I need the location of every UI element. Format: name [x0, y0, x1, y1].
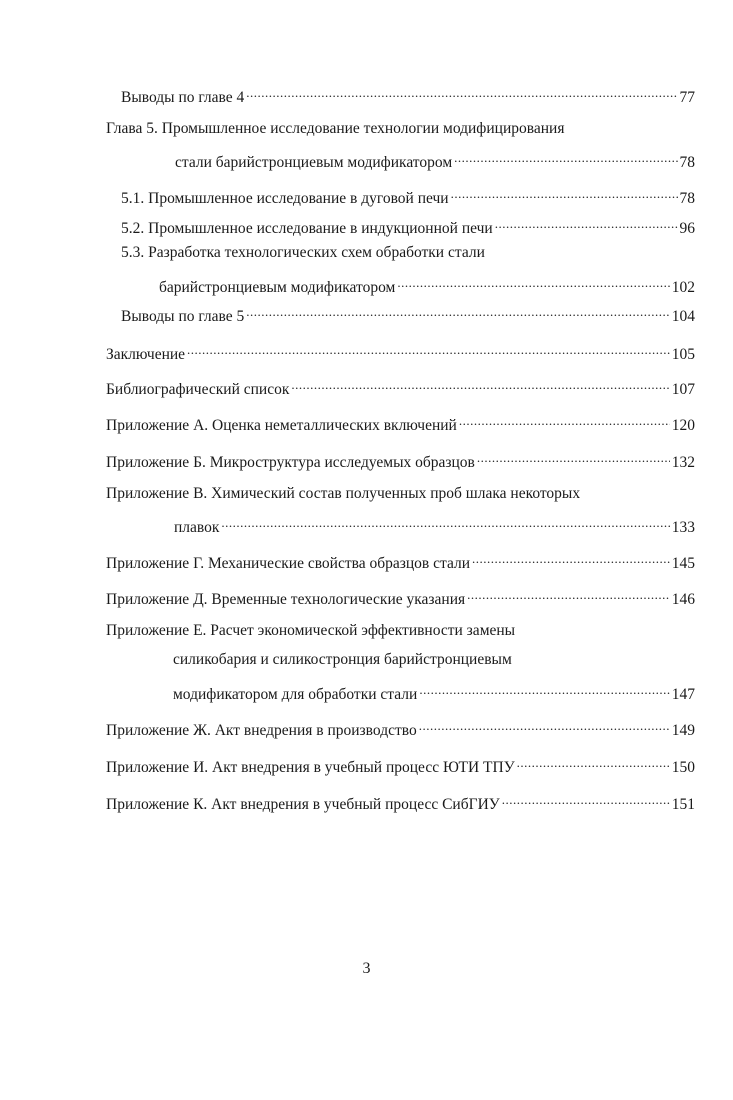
- toc-entry-5-3[interactable]: [159, 272, 695, 298]
- toc-entry-label: барийстронциевым модификатором: [159, 279, 396, 296]
- toc-entry-label: стали барийстронциевым модификатором: [175, 154, 453, 171]
- toc-entry-appendix-e-line1[interactable]: Приложение Е. Расчет экономической эффективности замены: [106, 622, 516, 639]
- toc-entry-label: Приложение Б. Микроструктура исследуемых образцов: [106, 454, 475, 471]
- dot-leader: [291, 374, 669, 394]
- toc-entry-appendix-e[interactable]: [173, 679, 695, 705]
- dot-leader: [472, 548, 670, 568]
- page-number: 3: [362, 960, 371, 977]
- dot-leader: [454, 147, 677, 167]
- toc-entry-label: Приложение К. Акт внедрения в учебный процесс СибГИУ: [106, 796, 500, 813]
- dot-leader: [451, 183, 678, 203]
- toc-entry-conclusions-ch4[interactable]: [121, 82, 695, 108]
- dot-leader: [495, 213, 678, 233]
- toc-entry-5-2[interactable]: [121, 213, 695, 239]
- toc-entry-5-3-line1[interactable]: 5.3. Разработка технологических схем обработки стали: [121, 244, 485, 261]
- toc-entry-label: плавок: [174, 519, 220, 536]
- toc-page-number: 146: [671, 591, 695, 608]
- toc-page-number: 78: [679, 190, 695, 207]
- dot-leader: [502, 789, 670, 809]
- toc-entry-appendix-a[interactable]: [106, 410, 695, 436]
- toc-entry-label: Заключение: [106, 346, 186, 363]
- toc-entry-label: Приложение Г. Механические свойства образцов стали: [106, 555, 470, 572]
- toc-page-number: 149: [671, 722, 695, 739]
- toc-entry-appendix-v-line1[interactable]: Приложение В. Химический состав полученных проб шлака некоторых: [106, 485, 581, 502]
- toc-page-number: 104: [671, 308, 695, 325]
- dot-leader: [246, 301, 669, 321]
- toc-entry-label: 5.1. Промышленное исследование в дуговой печи: [121, 190, 449, 207]
- toc-page-number: 78: [679, 154, 695, 171]
- toc-entry-label: Выводы по главе 4: [121, 89, 245, 106]
- toc-entry-label: Приложение Д. Временные технологические указания: [106, 591, 466, 608]
- toc-entry-label: Приложение А. Оценка неметаллических включений: [106, 417, 457, 434]
- toc-page-number: 133: [671, 519, 695, 536]
- dot-leader: [187, 339, 670, 359]
- dot-leader: [397, 272, 669, 292]
- toc-page-number: 96: [679, 220, 695, 237]
- toc-page-number: 147: [671, 686, 695, 703]
- toc-entry-appendix-k[interactable]: [106, 789, 695, 815]
- dot-leader: [459, 410, 670, 430]
- dot-leader: [221, 512, 669, 532]
- toc-entry-label: Библиографический список: [106, 381, 290, 398]
- toc-page-number: 102: [671, 279, 695, 296]
- toc-entry-appendix-d[interactable]: [106, 584, 695, 610]
- toc-entry-appendix-i[interactable]: [106, 752, 695, 778]
- toc-entry-label: 5.2. Промышленное исследование в индукционной печи: [121, 220, 493, 237]
- toc-entry-appendix-e-line2[interactable]: силикобария и силикостронция барийстронциевым: [173, 651, 512, 668]
- toc-entry-appendix-b[interactable]: [106, 447, 695, 473]
- dot-leader: [467, 584, 670, 604]
- toc-page-number: 132: [671, 454, 695, 471]
- toc-entry-label: модификатором для обработки стали: [173, 686, 418, 703]
- toc-entry-appendix-g[interactable]: [106, 548, 695, 574]
- toc-entry-chapter5-line1[interactable]: Глава 5. Промышленное исследование технологии модифицирования: [106, 120, 565, 137]
- toc-entry-conclusions-ch5[interactable]: [121, 301, 695, 327]
- dot-leader: [246, 82, 677, 102]
- toc-entry-label: Приложение И. Акт внедрения в учебный процесс ЮТИ ТПУ: [106, 759, 515, 776]
- toc-page-number: 77: [679, 89, 695, 106]
- toc-entry-appendix-zh[interactable]: [106, 715, 695, 741]
- toc-page-number: 107: [671, 381, 695, 398]
- toc-entry-conclusion[interactable]: [106, 339, 695, 365]
- toc-entry-appendix-v[interactable]: [174, 512, 695, 538]
- toc-page-number: 105: [671, 346, 695, 363]
- dot-leader: [419, 679, 669, 699]
- toc-page-number: 145: [671, 555, 695, 572]
- toc-entry-bibliography[interactable]: [106, 374, 695, 400]
- dot-leader: [419, 715, 670, 735]
- toc-page-number: 151: [671, 796, 695, 813]
- dot-leader: [477, 447, 670, 467]
- toc-entry-chapter5[interactable]: [175, 147, 695, 173]
- toc-entry-label: Приложение Ж. Акт внедрения в производство: [106, 722, 417, 739]
- toc-entry-5-1[interactable]: [121, 183, 695, 209]
- toc-page-number: 150: [671, 759, 695, 776]
- dot-leader: [517, 752, 670, 772]
- toc-page-number: 120: [671, 417, 695, 434]
- toc-entry-label: Выводы по главе 5: [121, 308, 245, 325]
